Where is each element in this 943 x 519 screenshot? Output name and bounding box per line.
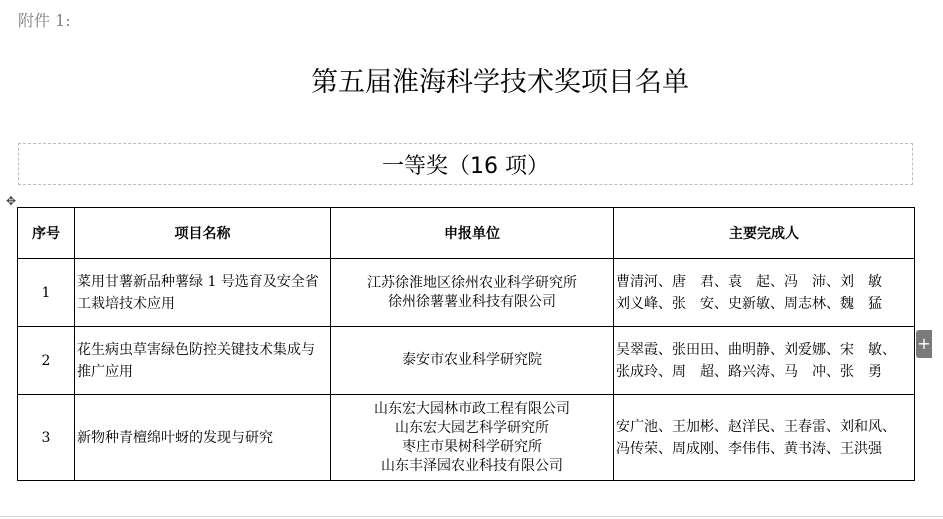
row-seq: 2 — [18, 327, 75, 395]
unit-line: 山东宏大园林市政工程有限公司 — [374, 400, 570, 417]
unit-line: 江苏徐淮地区徐州农业科学研究所 — [367, 274, 577, 291]
people-line: 曹清河、唐 君、袁 起、冯 沛、刘 敏 — [616, 273, 882, 290]
row-seq: 1 — [18, 259, 75, 327]
unit-line: 枣庄市果树科学研究所 — [402, 438, 542, 455]
unit-line: 山东丰泽园农业科技有限公司 — [381, 457, 563, 474]
people-line: 冯传荣、周成刚、李伟伟、黄书涛、王洪强 — [616, 440, 882, 457]
header-seq: 序号 — [18, 208, 75, 259]
people-line: 张成玲、周 超、路兴涛、马 冲、张 勇 — [616, 363, 882, 380]
add-column-plus-icon[interactable]: + — [916, 330, 932, 358]
attachment-label: 附件 1: — [18, 11, 71, 30]
row-applicant-unit — [331, 259, 614, 327]
row-applicant-unit — [331, 395, 614, 481]
people-line: 吴翠霞、张田田、曲明静、刘爱娜、宋 敏、 — [616, 341, 896, 358]
header-main-contributors: 主要完成人 — [614, 208, 915, 259]
row-project-name: 花生病虫草害绿色防控关键技术集成与推广应用 — [75, 327, 331, 395]
unit-line: 泰安市农业科学研究院 — [402, 352, 542, 368]
row-main-contributors — [614, 259, 915, 327]
unit-line: 山东宏大园艺科学研究所 — [395, 419, 549, 436]
table-move-handle-icon[interactable]: ✥ — [5, 194, 17, 208]
unit-line: 徐州徐薯薯业科技有限公司 — [388, 293, 556, 310]
row-main-contributors — [614, 395, 915, 481]
page-bottom-divider — [0, 516, 943, 517]
table-row — [18, 327, 915, 395]
row-applicant-unit — [331, 327, 614, 395]
people-line: 刘义峰、张 安、史新敏、周志林、魏 猛 — [616, 295, 882, 312]
row-project-name: 菜用甘薯新品种薯绿 1 号选育及安全省工栽培技术应用 — [75, 259, 331, 327]
row-main-contributors — [614, 327, 915, 395]
table-header-row — [18, 208, 915, 259]
document-title: 第五届淮海科学技术奖项目名单 — [311, 67, 689, 98]
header-project-name: 项目名称 — [75, 208, 331, 259]
people-line: 安广池、王加彬、赵洋民、王春雷、刘和风、 — [616, 418, 896, 435]
row-seq: 3 — [18, 395, 75, 481]
award-level-heading: 一等奖（16 项） — [18, 143, 913, 185]
table-row — [18, 395, 915, 481]
header-applicant-unit: 申报单位 — [331, 208, 614, 259]
table-row — [18, 259, 915, 327]
award-table — [17, 207, 915, 481]
row-project-name: 新物种青檀绵叶蚜的发现与研究 — [75, 395, 331, 481]
